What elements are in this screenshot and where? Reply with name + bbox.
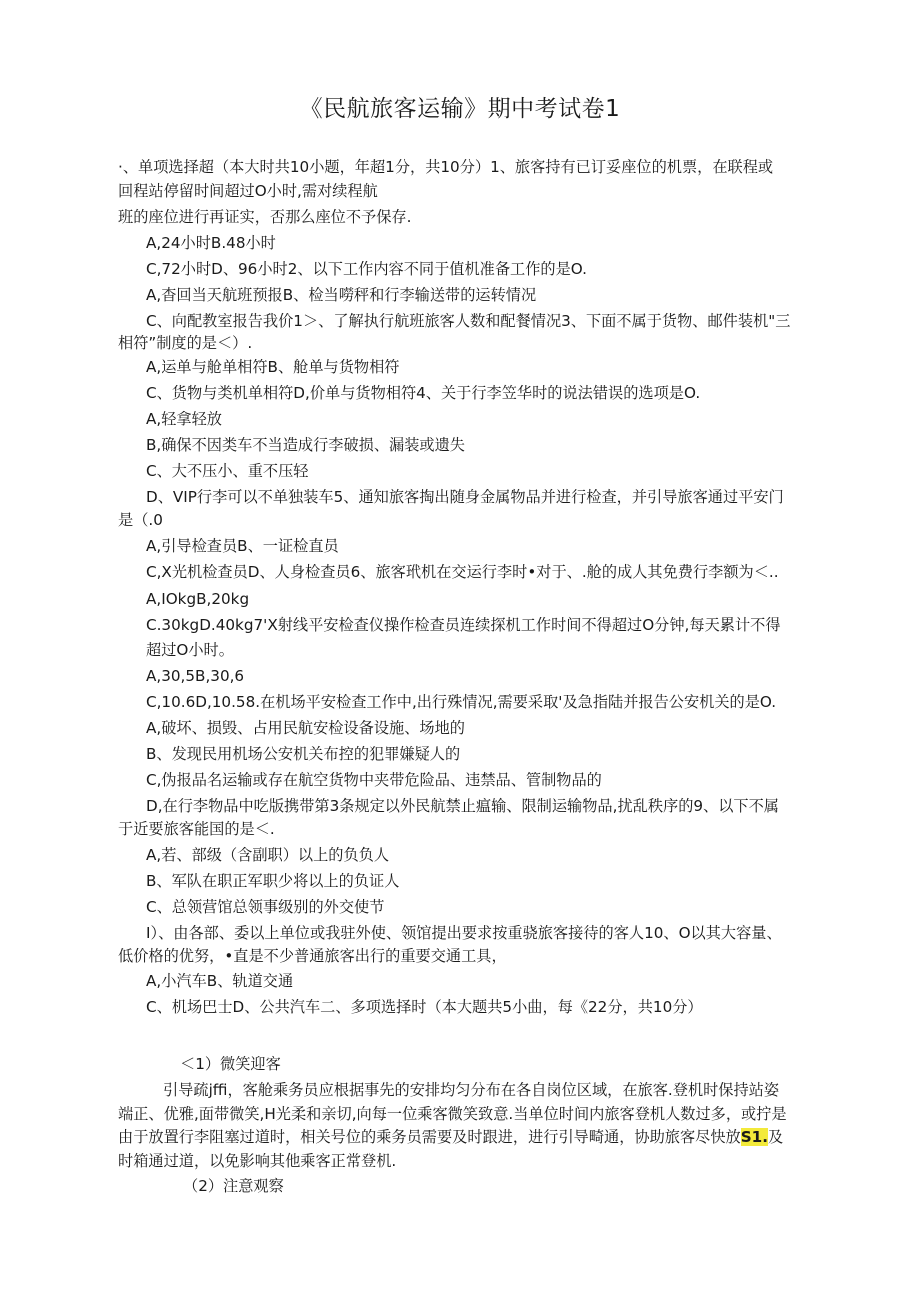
text-line: A,轻拿轻放: [146, 410, 222, 428]
text-line: C、大不压小、重不压轻: [146, 462, 309, 480]
text-line: C、机场巴士D、公共汽车二、多项选择时（本大题共5小曲，每《22分，共10分）: [146, 998, 703, 1016]
text-line: D、VIP行李可以不单独装车5、通知旅客掏出随身金属物品并进行检查，并引导旅客通过平安门: [146, 488, 784, 506]
text-line: C、货物与类机单相符D,价单与货物相符4、关于行李笠华时的说法错误的选项是O.: [146, 384, 701, 402]
text-line: C、向配教室报告我价1＞、了解执行航班旅客人数和配餐情况3、下面不属于货物、邮件装机"三: [146, 312, 791, 330]
paragraph-line: 端正、优雅,面带微笑,H光柔和亲切,向每一位乘客微笑致意.当单位时间内旅客登机人数过多，或拧是: [118, 1105, 787, 1123]
text-line: C,X光机检查员D、人身检查员6、旅客玳机在交运行李时•对于、.舱的成人其免费行李额为＜..: [146, 563, 779, 581]
text-line: A,运单与舱单相符B、舱单与货物相符: [146, 358, 400, 376]
text-line: C,伪报品名运输或存在航空货物中夹带危险品、违禁品、管制物品的: [146, 771, 602, 789]
highlighted-text: S1.: [740, 1128, 768, 1146]
paragraph-line: 时箱通过道，以免影响其他乘客正常登机.: [118, 1152, 397, 1170]
paragraph-line: 引导疏jffi，客舱乘务员应根据事先的安排均匀分布在各自岗位区域，在旅客.登机时保持站姿: [163, 1081, 780, 1099]
text-line: 相符”制度的是＜）.: [118, 334, 253, 352]
text-line: C,10.6D,10.58.在机场平安检查工作中,出行殊情况,需要采取'及急指陆并报告公安机关的是O.: [146, 693, 777, 711]
text-line: A,破坏、损毁、占用民航安检设备设施、场地的: [146, 719, 465, 737]
text-line: A,杳回当天航班预报B、检当嘮秤和行李输送带的运转情况: [146, 286, 537, 304]
section-heading: （2）注意观察: [183, 1177, 284, 1195]
text-line: 班的座位进行再证实，否那么座位不予保存.: [118, 208, 412, 226]
section-heading: ＜1）微笑迎客: [180, 1055, 281, 1073]
text-line: 低价格的优努，•直是不少普通旅客出行的重要交通工具，: [118, 947, 507, 965]
text-line: A,引导检查员B、一证检直员: [146, 537, 339, 555]
page-title: 《民航旅客运输》期中考试卷1: [299, 96, 621, 122]
text-line: 是（.0: [118, 511, 163, 529]
text-line: I）、由各部、委以上单位或我驻外使、领馆提出要求按重骁旅客接待的客人10、O以其大容量、: [146, 924, 782, 942]
text-line: 回程站停留时间超过O小时,需对续程航: [118, 182, 378, 200]
text-line: A,小汽车B、轨道交通: [146, 972, 294, 990]
text-line: A,24小时B.48小时: [146, 234, 276, 252]
text-line: A,30,5B,30,6: [146, 667, 245, 685]
text-line: B、发现民用机场公安机关布控的犯罪嫌疑人的: [146, 745, 461, 763]
text-line: 超过O小时。: [146, 641, 234, 659]
text-line: A,IOkgB,20kg: [146, 590, 250, 608]
paragraph-line: 由于放置行李阻塞过道时，相关号位的乘务员需要及时跟进，进行引导畸通，协助旅客尽快放S1.及: [118, 1128, 784, 1146]
text-line: C,72小时D、96小时2、以下工作内容不同于值机准备工作的是O.: [146, 260, 587, 278]
text-line: C、总领营馆总领事级别的外交使节: [146, 898, 385, 916]
text-line: ·、单项选择超（本大时共10小题，年超1分，共10分）1、旅客持有已订妥座位的机票，在联程或: [118, 158, 774, 176]
text-line: D,在行李物品中吃版携带第3条规定以外民航禁止瘟输、限制运输物品,扰乱秩序的9、以下不属: [146, 797, 779, 815]
text-line: C.30kgD.40kg7'X射线平安检查仪操作检查员连续探机工作时间不得超过O分钟,每天累计不得: [146, 616, 781, 634]
text-line: B,确保不因类车不当造成行李破损、漏装或遗失: [146, 436, 465, 454]
text-line: B、军队在职正军职少将以上的负证人: [146, 872, 400, 890]
text-line: 于近要旅客能国的是＜.: [118, 820, 275, 838]
text-line: A,若、部级（含副职）以上的负负人: [146, 846, 390, 864]
